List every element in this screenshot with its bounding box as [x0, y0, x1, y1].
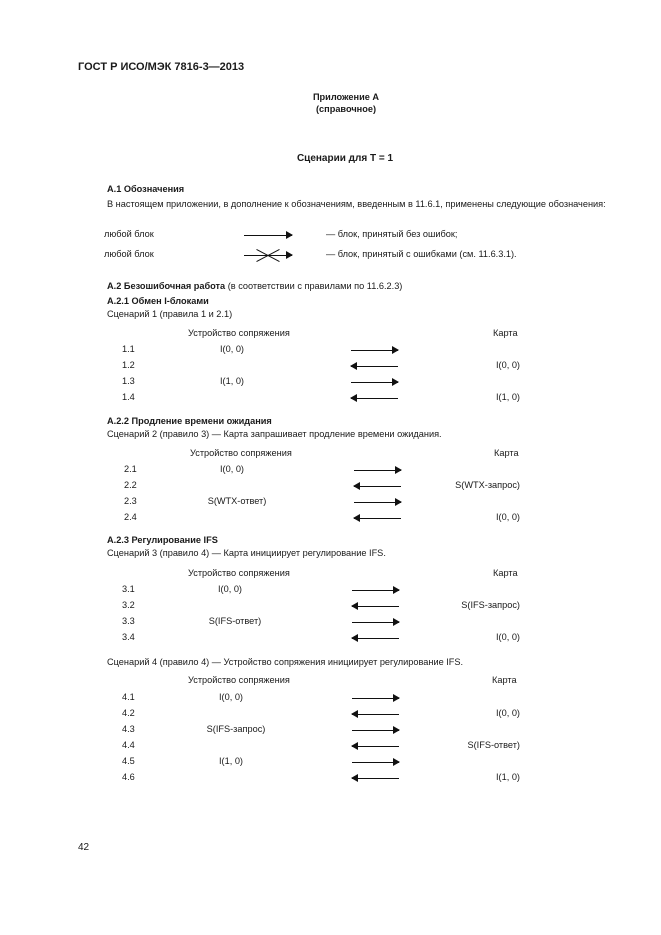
a21-col-card: Карта	[493, 328, 518, 338]
step-number: 3.3	[122, 616, 135, 626]
a2-heading: А.2 Безошибочная работа (в соответствии с правилами по 11.6.2.3)	[107, 281, 403, 291]
card-message: I(0, 0)	[496, 512, 520, 522]
arrow-left-icon	[351, 394, 398, 403]
interface-message: I(1, 0)	[220, 376, 244, 386]
s4-col-interface: Устройство сопряжения	[188, 675, 290, 685]
a22-col-card: Карта	[494, 448, 519, 458]
appendix-subtitle: (справочное)	[315, 104, 376, 114]
arrow-right-icon	[352, 694, 399, 703]
page-number: 42	[78, 842, 90, 853]
step-number: 1.4	[122, 392, 135, 402]
interface-message: I(0, 0)	[219, 692, 243, 702]
s4-description: Сценарий 4 (правило 4) — Устройство сопряжения инициирует регулирование IFS.	[107, 657, 464, 667]
step-number: 2.3	[124, 496, 137, 506]
card-message: I(1, 0)	[496, 392, 520, 402]
step-number: 1.2	[122, 360, 135, 370]
card-message: S(IFS-ответ)	[467, 740, 520, 750]
step-number: 4.3	[122, 724, 135, 734]
a23-col-card: Карта	[493, 568, 518, 578]
a23-col-interface: Устройство сопряжения	[188, 568, 290, 578]
legend-desc-error: — блок, принятый с ошибками (см. 11.6.3.1).	[326, 249, 517, 259]
interface-message: I(0, 0)	[220, 464, 244, 474]
arrow-right-icon	[354, 466, 401, 475]
s4-col-card: Карта	[492, 675, 517, 685]
card-message: I(0, 0)	[496, 632, 520, 642]
arrow-left-icon	[352, 602, 399, 611]
arrow-left-icon	[352, 710, 399, 719]
a22-heading: А.2.2 Продление времени ожидания	[107, 416, 272, 426]
interface-message: I(1, 0)	[219, 756, 243, 766]
arrow-left-icon	[354, 514, 401, 523]
step-number: 3.2	[122, 600, 135, 610]
arrow-right-icon	[352, 758, 399, 767]
arrow-left-icon	[352, 634, 399, 643]
step-number: 4.2	[122, 708, 135, 718]
a22-col-interface: Устройство сопряжения	[190, 448, 292, 458]
legend-label-error: любой блок	[104, 249, 154, 259]
arrow-right-icon	[352, 726, 399, 735]
arrow-left-icon	[351, 362, 398, 371]
a23-heading: А.2.3 Регулирование IFS	[107, 535, 218, 545]
step-number: 3.4	[122, 632, 135, 642]
card-message: S(IFS-запрос)	[461, 600, 520, 610]
appendix-title: Приложение А	[312, 92, 380, 102]
card-message: I(1, 0)	[496, 772, 520, 782]
step-number: 4.6	[122, 772, 135, 782]
a23-description: Сценарий 3 (правило 4) — Карта инициирует регулирование IFS.	[107, 548, 386, 558]
step-number: 1.1	[122, 344, 135, 354]
arrow-ok-icon	[244, 231, 292, 240]
legend-desc-ok: — блок, принятый без ошибок;	[326, 229, 458, 239]
a21-description: Сценарий 1 (правила 1 и 2.1)	[107, 309, 233, 319]
arrow-right-icon	[354, 498, 401, 507]
interface-message: I(0, 0)	[220, 344, 244, 354]
a1-paragraph: В настоящем приложении, в дополнение к обозначениям, введенным в 11.6.1, применены следующие обозначения:	[107, 199, 606, 209]
arrow-left-icon	[354, 482, 401, 491]
a21-heading: А.2.1 Обмен I-блоками	[107, 296, 209, 306]
card-message: I(0, 0)	[496, 360, 520, 370]
interface-message: S(IFS-ответ)	[208, 616, 262, 626]
step-number: 2.2	[124, 480, 137, 490]
arrow-left-icon	[352, 774, 399, 783]
arrow-right-icon	[352, 586, 399, 595]
step-number: 4.1	[122, 692, 135, 702]
step-number: 4.4	[122, 740, 135, 750]
legend-label-ok: любой блок	[104, 229, 154, 239]
interface-message: I(0, 0)	[218, 584, 242, 594]
interface-message: S(IFS-запрос)	[206, 724, 266, 734]
step-number: 3.1	[122, 584, 135, 594]
arrow-left-icon	[352, 742, 399, 751]
step-number: 1.3	[122, 376, 135, 386]
step-number: 4.5	[122, 756, 135, 766]
section-title: Сценарии для Т = 1	[296, 153, 394, 164]
a22-description: Сценарий 2 (правило 3) — Карта запрашивает продление времени ожидания.	[107, 429, 442, 439]
step-number: 2.1	[124, 464, 137, 474]
a1-heading: А.1 Обозначения	[107, 184, 185, 194]
card-message: I(0, 0)	[496, 708, 520, 718]
card-message: S(WTX-запрос)	[455, 480, 520, 490]
interface-message: S(WTX-ответ)	[207, 496, 267, 506]
arrow-right-icon	[351, 346, 398, 355]
step-number: 2.4	[124, 512, 137, 522]
arrow-error-icon	[244, 251, 292, 260]
document-header: ГОСТ Р ИСО/МЭК 7816-3—2013	[78, 61, 245, 73]
a21-col-interface: Устройство сопряжения	[188, 328, 290, 338]
arrow-right-icon	[351, 378, 398, 387]
arrow-right-icon	[352, 618, 399, 627]
